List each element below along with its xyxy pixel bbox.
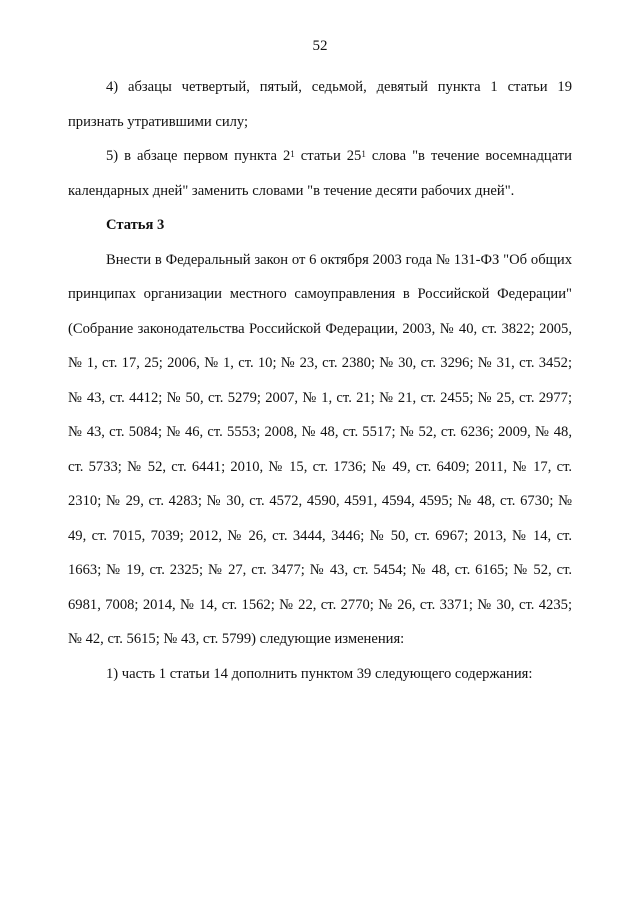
superscript-2: 1 [361,149,366,159]
paragraph-sub-item-1: 1) часть 1 статьи 14 дополнить пунктом 39 следующего содержания: [106,665,533,682]
superscript-1: 1 [290,149,295,159]
article-body-paragraph: Внести в Федеральный закон от 6 октября 2003 года № 131-ФЗ "Об общих принципах организации местного самоуправления в Российской Федерации" (Собрание законодательства Российской Федерации, 2003, № 40, ст. 3822; 2005, № 1, ст. 17, 25; 2006, № 1, ст. 10; № 23, ст. 2380; № 30, ст. 3296; № 31, ст. 3452; № 43, ст. 4412; № 50, ст. 5279; 2007, № 1, ст. 21; № 21, ст. 2455; № 25, ст. 2977; № 43, ст. 5084; № 46, ст. 5553; 2008, № 48, ст. 5517; № 52, ст. 6236; 2009, № 48, ст. 5733; № 52, ст. 6441; 2010, № 15, ст. 1736; № 49, ст. 6409; 2011, № 17, ст. 2310; № 29, ст. 4283; № 30, ст. 4572, 4590, 4591, 4594, 4595; № 48, ст. 6730; № 49, ст. 7015, 7039; 2012, № 26, ст. 3444, 3446; № 50, ст. 6967; 2013, № 14, ст. 1663; № 19, ст. 2325; № 27, ст. 3477; № 43, ст. 5454; № 48, ст. 6165; № 52, ст. 6981, 7008; 2014, № 14, ст. 1562; № 22, ст. 2770; № 26, ст. 3371; № 30, ст. 4235; № 42, ст. 5615; № 43, ст. 5799) следующие изменения: [68,251,572,647]
paragraph-item-5 [68,139,572,208]
paragraph-item-5-text-1: 5) в абзаце первом пункта 2 [106,148,291,164]
page-number: 52 [312,38,328,54]
paragraph-item-5-text-3: слова "в течение восемнадцати календарных дней" заменить словами "в течение десяти рабочих дней". [68,148,572,199]
paragraph-item-4: 4) абзацы четвертый, пятый, седьмой, девятый пункта 1 статьи 19 признать утратившими силу; [68,79,572,130]
paragraph-item-5-text-2: статьи 25 [294,148,362,164]
article-heading: Статья 3 [106,217,165,233]
document-body [68,70,572,691]
